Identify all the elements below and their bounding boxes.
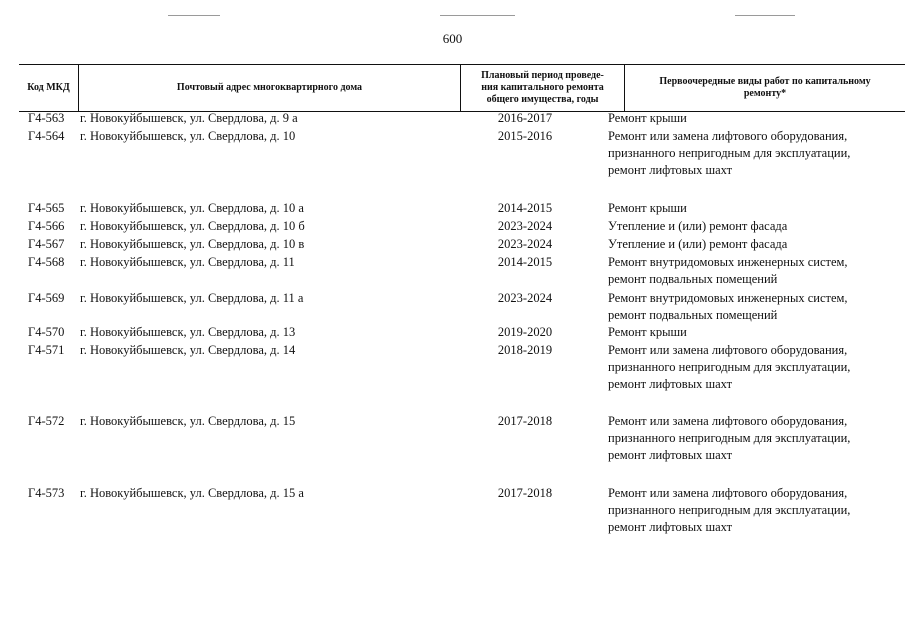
row-works [608, 290, 898, 324]
row-code: Г4-565 [28, 201, 65, 215]
row-period: 2017-2018 [497, 486, 553, 500]
row-works [608, 324, 898, 341]
row-address: г. Новокуйбышевск, ул. Свердлова, д. 14 [80, 343, 296, 357]
row-works-line: ремонт подвальных помещений [608, 272, 778, 286]
row-code: Г4-563 [28, 111, 65, 125]
row-address: г. Новокуйбышевск, ул. Свердлова, д. 10 а [80, 201, 304, 215]
row-address: г. Новокуйбышевск, ул. Свердлова, д. 13 [80, 325, 296, 339]
row-address: г. Новокуйбышевск, ул. Свердлова, д. 10 в [80, 237, 305, 251]
row-period: 2023-2024 [497, 237, 553, 251]
row-period: 2014-2015 [497, 255, 553, 269]
row-works [608, 254, 898, 288]
scan-mark-left [168, 15, 220, 16]
row-works-line: Ремонт внутридомовых инженерных систем, [608, 255, 848, 269]
row-works-line: признанного непригодным для эксплуатации, [608, 431, 851, 445]
row-works-line: ремонт подвальных помещений [608, 308, 778, 322]
row-period: 2014-2015 [497, 201, 553, 215]
row-works-line: Ремонт или замена лифтового оборудования, [608, 129, 848, 143]
row-code: Г4-572 [28, 414, 65, 428]
row-works [608, 413, 898, 464]
row-works [608, 200, 898, 217]
row-works-line: ремонт лифтовых шахт [608, 163, 733, 177]
row-code: Г4-570 [28, 325, 65, 339]
header-period-line: общего имущества, годы [486, 94, 599, 105]
row-code: Г4-568 [28, 255, 65, 269]
row-code: Г4-573 [28, 486, 65, 500]
row-works-line: признанного непригодным для эксплуатации, [608, 360, 851, 374]
row-works-line: Ремонт крыши [608, 325, 687, 339]
row-works-line: ремонт лифтовых шахт [608, 377, 733, 391]
header-period [460, 65, 625, 111]
header-period-line: Плановый период проведе- [481, 70, 604, 81]
header-address: Почтовый адрес многоквартирного дома [176, 82, 363, 93]
row-code: Г4-569 [28, 291, 65, 305]
row-period: 2016-2017 [497, 111, 553, 125]
row-works [608, 218, 898, 235]
row-works-line: признанного непригодным для эксплуатации, [608, 503, 851, 517]
header-works-line: Первоочередные виды работ по капитальному [659, 76, 871, 87]
row-works [608, 485, 898, 536]
row-works-line: Утепление и (или) ремонт фасада [608, 219, 788, 233]
header-works [625, 65, 905, 111]
row-code: Г4-567 [28, 237, 65, 251]
page-number: 600 [442, 31, 463, 46]
row-works [608, 342, 898, 393]
scan-mark-center [440, 15, 515, 16]
row-code: Г4-571 [28, 343, 65, 357]
table-header [19, 64, 905, 112]
row-works [608, 128, 898, 179]
row-code: Г4-566 [28, 219, 65, 233]
row-address: г. Новокуйбышевск, ул. Свердлова, д. 9 а [80, 111, 298, 125]
row-address: г. Новокуйбышевск, ул. Свердлова, д. 15 [80, 414, 296, 428]
row-works-line: Ремонт крыши [608, 111, 687, 125]
row-address: г. Новокуйбышевск, ул. Свердлова, д. 10 [80, 129, 296, 143]
row-works-line: Ремонт крыши [608, 201, 687, 215]
row-works-line: Ремонт или замена лифтового оборудования, [608, 414, 848, 428]
header-works-line: ремонту* [743, 88, 787, 99]
row-address: г. Новокуйбышевск, ул. Свердлова, д. 11 [80, 255, 295, 269]
row-period: 2023-2024 [497, 291, 553, 305]
row-works [608, 110, 898, 127]
row-works-line: Ремонт или замена лифтового оборудования, [608, 486, 848, 500]
row-period: 2018-2019 [497, 343, 553, 357]
row-works-line: ремонт лифтовых шахт [608, 520, 733, 534]
row-period: 2015-2016 [497, 129, 553, 143]
row-works-line: Ремонт или замена лифтового оборудования, [608, 343, 848, 357]
row-code: Г4-564 [28, 129, 65, 143]
row-address: г. Новокуйбышевск, ул. Свердлова, д. 15 а [80, 486, 304, 500]
row-period: 2019-2020 [497, 325, 553, 339]
row-works [608, 236, 898, 253]
row-works-line: Утепление и (или) ремонт фасада [608, 237, 788, 251]
row-address: г. Новокуйбышевск, ул. Свердлова, д. 10 б [80, 219, 305, 233]
row-period: 2023-2024 [497, 219, 553, 233]
row-address: г. Новокуйбышевск, ул. Свердлова, д. 11 а [80, 291, 304, 305]
row-works-line: ремонт лифтовых шахт [608, 448, 733, 462]
row-period: 2017-2018 [497, 414, 553, 428]
row-works-line: признанного непригодным для эксплуатации, [608, 146, 851, 160]
row-works-line: Ремонт внутридомовых инженерных систем, [608, 291, 848, 305]
header-period-line: ния капитального ремонта [481, 82, 604, 93]
header-code: Код МКД [19, 65, 79, 111]
scan-mark-right [735, 15, 795, 16]
